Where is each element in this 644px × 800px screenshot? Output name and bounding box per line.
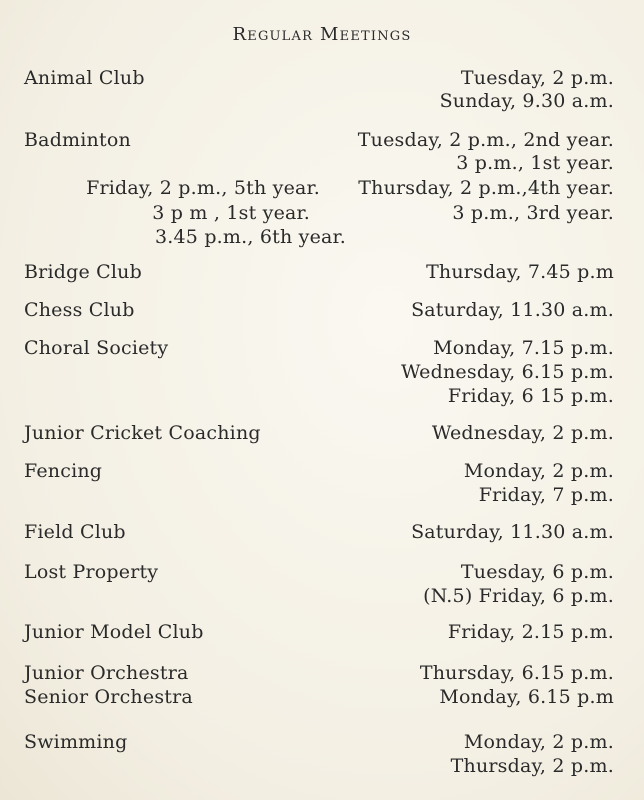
meeting-time: Friday, 2 p.m., 5th year. [86, 177, 320, 199]
meeting-time: Monday, 2 p.m. [463, 460, 614, 482]
club-name-fencing: Fencing [24, 460, 103, 482]
page-title: Regular Meetings [232, 24, 412, 45]
club-name-swimming: Swimming [24, 731, 128, 753]
meeting-time: Wednesday, 6.15 p.m. [401, 361, 614, 383]
meeting-time: (N.5) Friday, 6 p.m. [423, 585, 614, 607]
meeting-time: Saturday, 11.30 a.m. [411, 521, 614, 543]
meeting-time: Tuesday, 2 p.m., 2nd year. [357, 129, 614, 151]
meeting-time: 3 p.m., 3rd year. [452, 202, 614, 224]
meeting-time: Monday, 7.15 p.m. [433, 337, 614, 359]
club-name-badminton: Badminton [24, 129, 131, 151]
meeting-time: 3 p m , 1st year. [152, 202, 310, 224]
club-name-senior-orchestra: Senior Orchestra [24, 686, 193, 708]
meeting-time: 3 p.m., 1st year. [456, 152, 614, 174]
club-name-choral: Choral Society [24, 337, 169, 359]
meeting-time: Thursday, 2 p.m. [450, 755, 614, 777]
meeting-time: 3.45 p.m., 6th year. [154, 226, 346, 248]
club-name-bridge: Bridge Club [24, 261, 142, 283]
meeting-time: Thursday, 7.45 p.m [426, 261, 614, 283]
club-name-animal: Animal Club [24, 67, 145, 89]
meeting-time: Monday, 6.15 p.m [439, 686, 614, 708]
meeting-time: Wednesday, 2 p.m. [431, 422, 614, 444]
club-name-chess: Chess Club [24, 299, 135, 321]
meeting-time: Thursday, 6.15 p.m. [419, 662, 614, 684]
club-name-field: Field Club [24, 521, 126, 543]
club-name-junior-cricket: Junior Cricket Coaching [24, 422, 261, 444]
meeting-time: Friday, 2.15 p.m. [447, 621, 614, 643]
meeting-time: Friday, 7 p.m. [478, 484, 614, 506]
club-name-junior-orchestra: Junior Orchestra [24, 662, 189, 684]
meeting-time: Friday, 6 15 p.m. [447, 385, 614, 407]
club-name-lost-property: Lost Property [24, 561, 159, 583]
meeting-time: Sunday, 9.30 a.m. [439, 90, 614, 112]
meeting-time: Tuesday, 2 p.m. [460, 67, 614, 89]
meeting-time: Monday, 2 p.m. [463, 731, 614, 753]
meeting-time: Saturday, 11.30 a.m. [411, 299, 614, 321]
meeting-time: Tuesday, 6 p.m. [460, 561, 614, 583]
meeting-time: Thursday, 2 p.m.,4th year. [358, 177, 614, 199]
club-name-junior-model: Junior Model Club [24, 621, 204, 643]
